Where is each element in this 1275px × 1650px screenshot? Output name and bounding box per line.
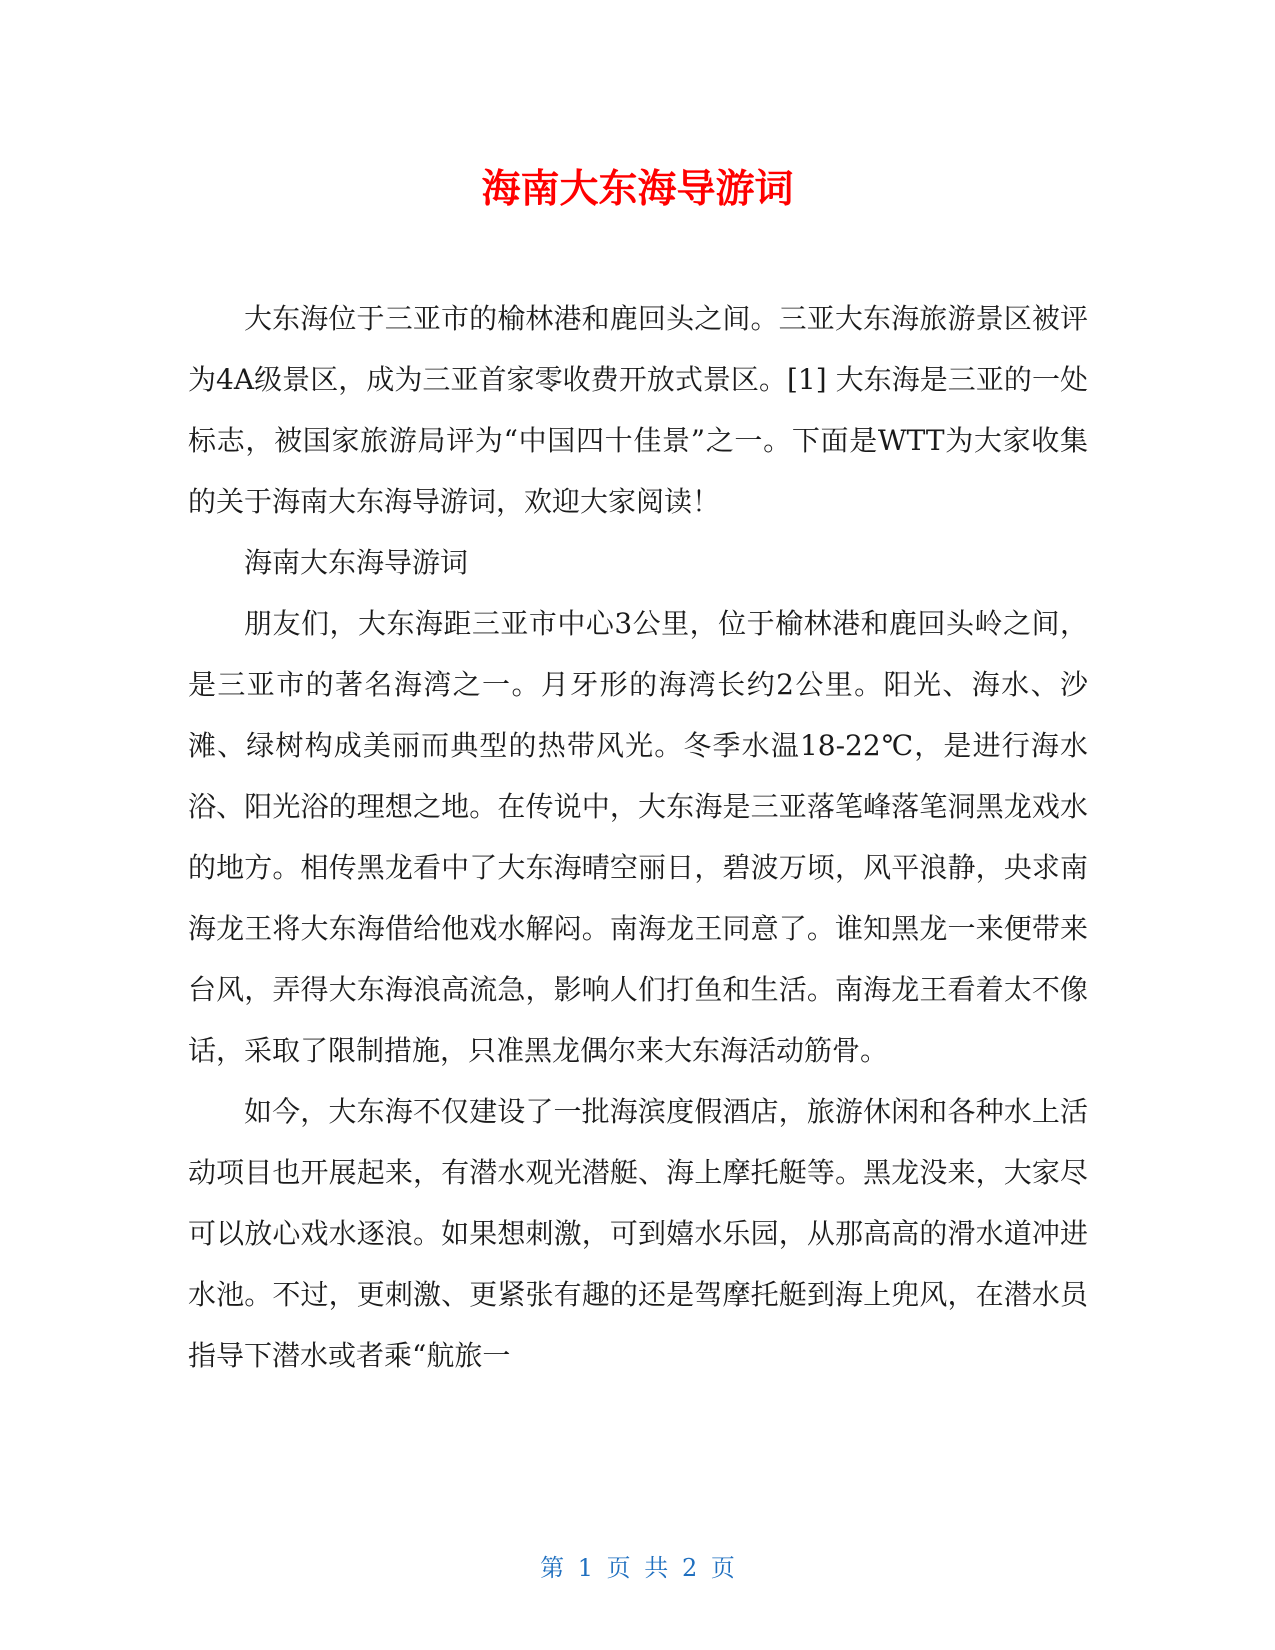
document-body bbox=[188, 288, 1088, 1386]
intro-paragraph: 大东海位于三亚市的榆林港和鹿回头之间。三亚大东海旅游景区被评为4A级景区，成为三亚首家零收费开放式景区。[1] 大东海是三亚的一处标志，被国家旅游局评为“中国四十佳景”之一。下面是WTT为大家收集的关于海南大东海导游词，欢迎大家阅读！ bbox=[188, 302, 1088, 518]
section-heading: 海南大东海导游词 bbox=[244, 546, 469, 579]
body-paragraph: 朋友们，大东海距三亚市中心3公里，位于榆林港和鹿回头岭之间，是三亚市的著名海湾之一。月牙形的海湾长约2公里。阳光、海水、沙滩、绿树构成美丽而典型的热带风光。冬季水温18-22℃，是进行海水浴、阳光浴的理想之地。在传说中，大东海是三亚落笔峰落笔洞黑龙戏水的地方。相传黑龙看中了大东海晴空丽日，碧波万顷，风平浪静，央求南海龙王将大东海借给他戏水解闷。南海龙王同意了。谁知黑龙一来便带来台风，弄得大东海浪高流急，影响人们打鱼和生活。南海龙王看着太不像话，采取了限制措施，只准黑龙偶尔来大东海活动筋骨。 bbox=[188, 607, 1088, 1067]
page-number-footer: 第 1 页 共 2 页 bbox=[540, 1554, 735, 1582]
body-paragraph: 如今，大东海不仅建设了一批海滨度假酒店，旅游休闲和各种水上活动项目也开展起来，有潜水观光潜艇、海上摩托艇等。黑龙没来，大家尽可以放心戏水逐浪。如果想刺激，可到嬉水乐园，从那高高的滑水道冲进水池。不过，更刺激、更紧张有趣的还是驾摩托艇到海上兜风，在潜水员指导下潜水或者乘“航旅一 bbox=[188, 1095, 1088, 1372]
document-title: 海南大东海导游词 bbox=[481, 167, 794, 212]
